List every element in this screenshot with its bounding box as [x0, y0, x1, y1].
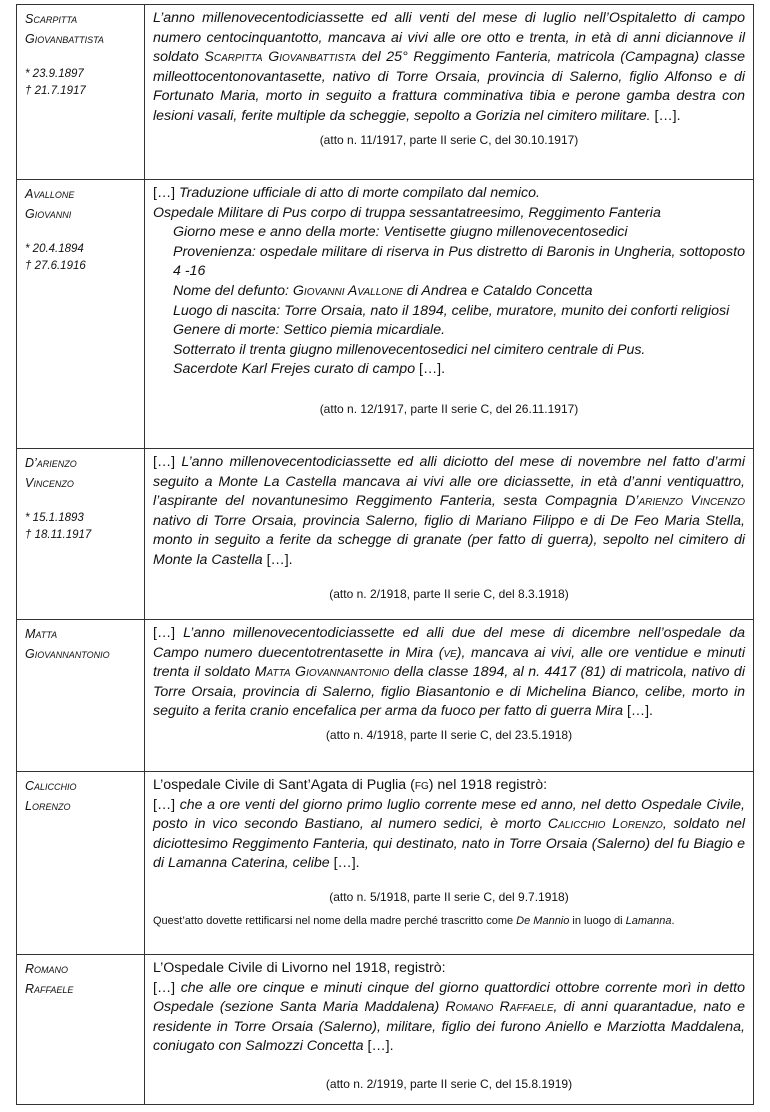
soldier-name: Romano Raffaele [445, 999, 554, 1016]
surname: Avallone [25, 187, 75, 201]
record-text: […] L’anno millenovecentodiciassette ed alli diciotto del mese di novembre nel fatto d’armi seguito a Monte La Castella mancava ai vivi alle ore diciassette, in età d’anni ventiquattro, l’aspirante del novantunesimo Reggimento Fanteria, sesta Compagnia D’arienzo Vincenzo nativo di Torre Orsaia, provincia Salerno, figlio di Mariano Filippo e di De Feo Maria Stella, monto in seguito a ferite da schegge di granate (per fatto di guerra), sepolto nel cimitero di Monte la Castella […]. [153, 454, 745, 568]
record-text: L’Ospedale Civile di Livorno nel 1918, registrò: […] che alle ore cinque e minuti cinque del giorno quattordici ottobre corrente morì in detto Ospedale (sezione Santa Maria Maddalena) Romano Raffaele, di anni quarantadue, nato e residente in Torre Orsaia (Salerno), militare, figlio dei furono Aniello e Marziotta Maddalena, coniugato con Salmozzi Concetta […]. [153, 960, 745, 1055]
record-text: L’ospedale Civile di Sant’Agata di Puglia (fg) nel 1918 registrò: […] che a ore venti del giorno primo luglio corrente mese ed anno, nel detto Ospedale Civile, posto in vico secondo Bastiano, al numero sedici, è morto Calicchio Lorenzo, soldato nel diciottesimo Reggimento Fanteria, qui destinato, nato in Torre Orsaia (Salerno) del fu Biagio e di Lamanna Caterina, celibe […]. [153, 777, 745, 872]
text-cell [145, 955, 754, 1105]
name-cell [17, 449, 145, 620]
birth-date: * 23.9.1897 [25, 68, 84, 80]
name-cell [17, 772, 145, 955]
record-intro: L’ospedale Civile di Sant’Agata di Puglia (fg) nel 1918 registrò: [153, 777, 548, 793]
given-name: Giovanni [25, 207, 72, 221]
name-cell [17, 620, 145, 772]
soldier-name: Matta Giovannantonio [254, 664, 390, 681]
soldier-name: Calicchio Lorenzo [547, 816, 663, 833]
life-dates [25, 241, 136, 275]
birth-date: * 20.4.1894 [25, 243, 84, 255]
record-row [17, 180, 754, 449]
soldier-name: D’arienzo Vincenzo [625, 493, 745, 510]
text-cell [145, 772, 754, 955]
birth-date: * 15.1.1893 [25, 512, 84, 524]
given-name: Lorenzo [25, 799, 71, 813]
record-reference: (atto n. 11/1917, parte II serie C, del 30.10.1917) [319, 132, 579, 147]
text-cell [145, 180, 754, 449]
death-date: † 18.11.1917 [25, 529, 92, 541]
record-row [17, 955, 754, 1105]
given-name: Raffaele [25, 982, 74, 996]
record-reference: (atto n. 2/1918, parte II serie C, del 8.3.1918) [329, 586, 569, 601]
given-name: Giovannantonio [25, 647, 110, 661]
record-intro: L’Ospedale Civile di Livorno nel 1918, registrò: [153, 960, 446, 976]
surname: Romano [25, 962, 69, 976]
name-cell [17, 955, 145, 1105]
soldier-name: Giovanni Avallone [292, 282, 403, 299]
record-reference: (atto n. 4/1918, parte II serie C, del 23.5.1918) [325, 727, 573, 742]
record-text: L’anno millenovecentodiciassette ed alli venti del mese di luglio nell’Ospitaletto di campo numero centocinquantotto, mancava ai vivi alle ore otto e trenta, in età di anni diciannove il soldato Scarpitta Giovanbattista del 25° Reggimento Fanteria, matricola (Campagna) classe milleottocentonovantasette, nativo di Torre Orsaia, provincia di Salerno, figlio Alfonso e di Fortunato Maria, morto in seguito a frattura comminativa tibia e perone gamba destra con lesioni vasali, ferite multiple da scheggie, sepolto a Gorizia nel cimitero militare. […]. [153, 10, 745, 124]
text-cell [145, 5, 754, 180]
record-row [17, 772, 754, 955]
death-date: † 21.7.1917 [25, 85, 86, 97]
death-date: † 27.6.1916 [25, 260, 86, 272]
surname: D’arienzo [25, 456, 77, 470]
record-reference: (atto n. 12/1917, parte II serie C, del 26.11.1917) [319, 401, 579, 416]
record-reference: (atto n. 5/1918, parte II serie C, del 9.7.1918) [329, 889, 569, 904]
text-cell [145, 449, 754, 620]
life-dates [25, 510, 136, 544]
record-row [17, 620, 754, 772]
surname: Calicchio [25, 779, 77, 793]
given-name: Giovanbattista [25, 32, 104, 46]
given-name: Vincenzo [25, 476, 74, 490]
record-text: […] L’anno millenovecentodiciassette ed alli due del mese di dicembre nell’ospedale da Campo numero duecentotrentasette in Mira (ve), mancava ai vivi, alle ore ventidue e minuti trenta il soldato Matta Giovannantonio della classe 1894, al n. 4417 (81) di matricola, nativo di Torre Orsaia, provincia di Salerno, figlio Biasantonio e di Michelina Bianco, celibe, morto in seguito a ferita cranio encefalica per arma da fuoco per fatto di guerra Mira […]. [153, 625, 746, 720]
surname: Scarpitta [25, 12, 78, 26]
record-note: Quest’atto dovette rettificarsi nel nome della madre perché trascritto come De Mannio in luogo di Lamanna. [153, 914, 675, 927]
name-cell [17, 5, 145, 180]
soldier-name: Scarpitta Giovanbattista [204, 49, 357, 66]
record-row [17, 5, 754, 180]
life-dates [25, 66, 136, 100]
death-records-table [16, 4, 754, 1105]
text-cell [145, 620, 754, 772]
record-text: […] Traduzione ufficiale di atto di morte compilato dal nemico. Ospedale Militare di Pus corpo di truppa sessantatreesimo, Reggimento Fanteria Giorno mese e anno della morte: Ventisette giugno millenovecentosedici Provenienza: ospedale militare di riserva in Pus distretto di Baronis in Ungheria, sottoposto 4 -16 Nome del defunto: Giovanni Avallone di Andrea e Cataldo Concetta Luogo di nascita: Torre Orsaia, nato il 1894, celibe, muratore, munito dei conforti religiosi Genere di morte: Settico piemia micardiale. Sotterrato il trenta giugno millenovecentosedici nel cimitero centrale di Pus. Sacerdote Karl Frejes curato di campo […]. [153, 185, 745, 378]
record-reference: (atto n. 2/1919, parte II serie C, del 15.8.1919) [325, 1076, 573, 1091]
name-cell [17, 180, 145, 449]
record-row [17, 449, 754, 620]
surname: Matta [25, 627, 58, 641]
